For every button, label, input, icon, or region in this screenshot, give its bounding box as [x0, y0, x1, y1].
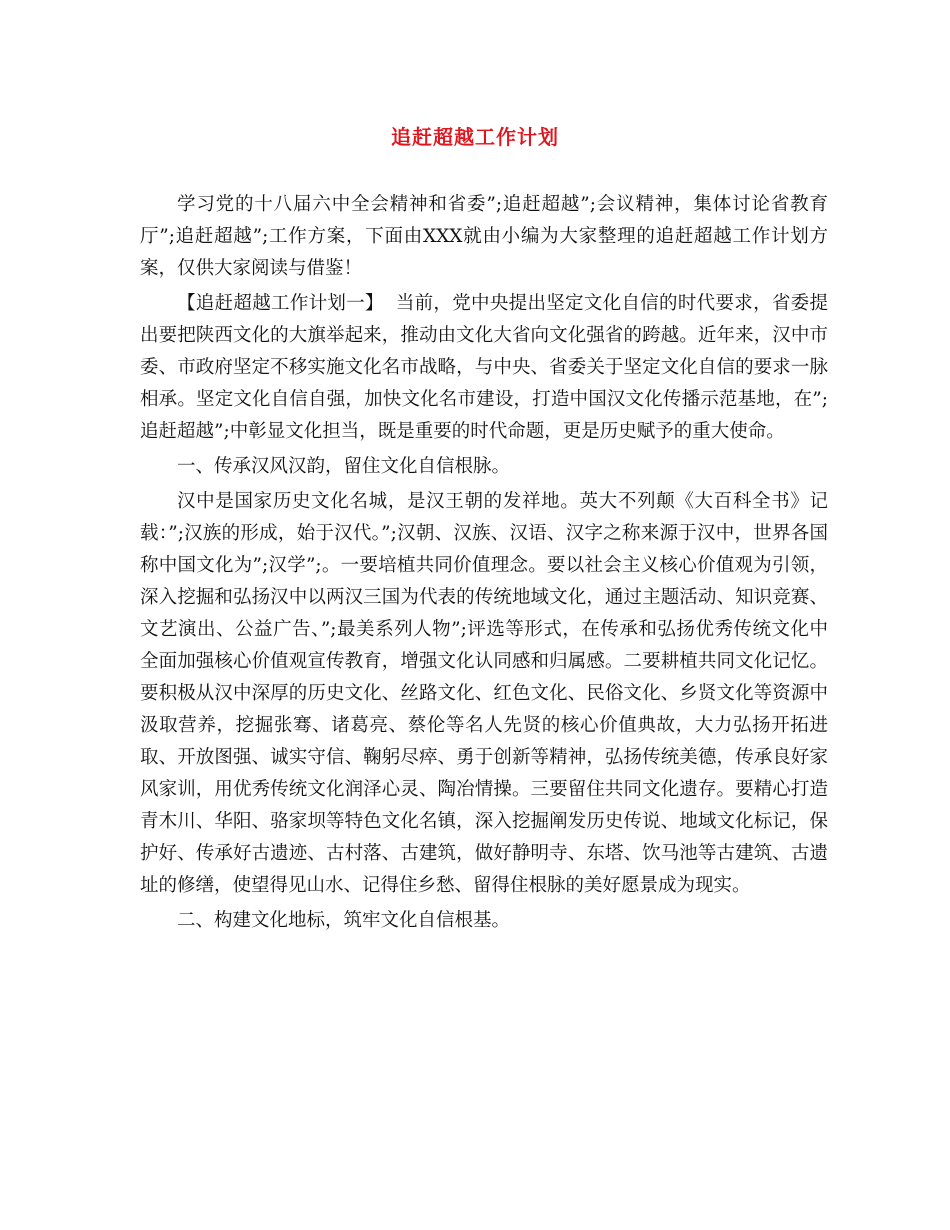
heading-2: 二、构建文化地标，筑牢文化自信根基。 [177, 910, 511, 931]
heading-1: 一、传承汉风汉韵，留住文化自信根脉。 [177, 456, 511, 477]
document-body [140, 189, 828, 940]
document-title: 追赶超越工作计划 [391, 125, 559, 149]
paragraph-1: 汉中是国家历史文化名城，是汉王朝的发祥地。英大不列颠《大百科全书》记载：”;汉族的形成，始于汉代。”;汉朝、汉族、汉语、汉字之称来源于汉中，世界各国称中国文化为”;汉学”;。一要培植共同价值理念。要以社会主义核心价值观为引领，深入挖掘和弘扬汉中以两汉三国为代表的传统地域文化，通过主题活动、知识竞赛、文艺演出、公益广告、”;最美系列人物”;评选等形式，在传承和弘扬优秀传统文化中全面加强核心价值观宣传教育，增强文化认同感和归属感。二要耕植共同文化记忆。要积极从汉中深厚的历史文化、丝路文化、红色文化、民俗文化、乡贤文化等资源中汲取营养，挖掘张骞、诸葛亮、蔡伦等名人先贤的核心价值典故，大力弘扬开拓进取、开放图强、诚实守信、鞠躬尽瘁、勇于创新等精神，弘扬传统美德，传承良好家风家训，用优秀传统文化润泽心灵、陶冶情操。三要留住共同文化遗存。要精心打造青木川、华阳、骆家坝等特色文化名镇，深入挖掘阐发历史传说、地域文化标记，保护好、传承好古遗迹、古村落、古建筑，做好静明寺、东塔、饮马池等古建筑、古遗址的修缮，使望得见山水、记得住乡愁、留得住根脉的美好愿景成为现实。 [140, 491, 828, 896]
section-1-paragraph [140, 288, 828, 448]
section-1-text: 当前，党中央提出坚定文化自信的时代要求，省委提出要把陕西文化的大旗举起来，推动由文化大省向文化强省的跨越。近年来，汉中市委、市政府坚定不移实施文化名市战略，与中央、省委关于坚定文化自信的要求一脉相承。坚定文化自信自强，加快文化名市建设，打造中国汉文化传播示范基地，在”;追赶超越”;中彰显文化担当，既是重要的时代命题，更是历史赋予的重大使命。 [140, 293, 828, 442]
section-1-label: 【追赶超越工作计划一】 [177, 293, 384, 314]
intro-paragraph: 学习党的十八届六中全会精神和省委”;追赶超越”;会议精神，集体讨论省教育厅”;追赶超越”;工作方案，下面由XXX就由小编为大家整理的追赶超越工作计划方案，仅供大家阅读与借鉴！ [140, 194, 828, 279]
